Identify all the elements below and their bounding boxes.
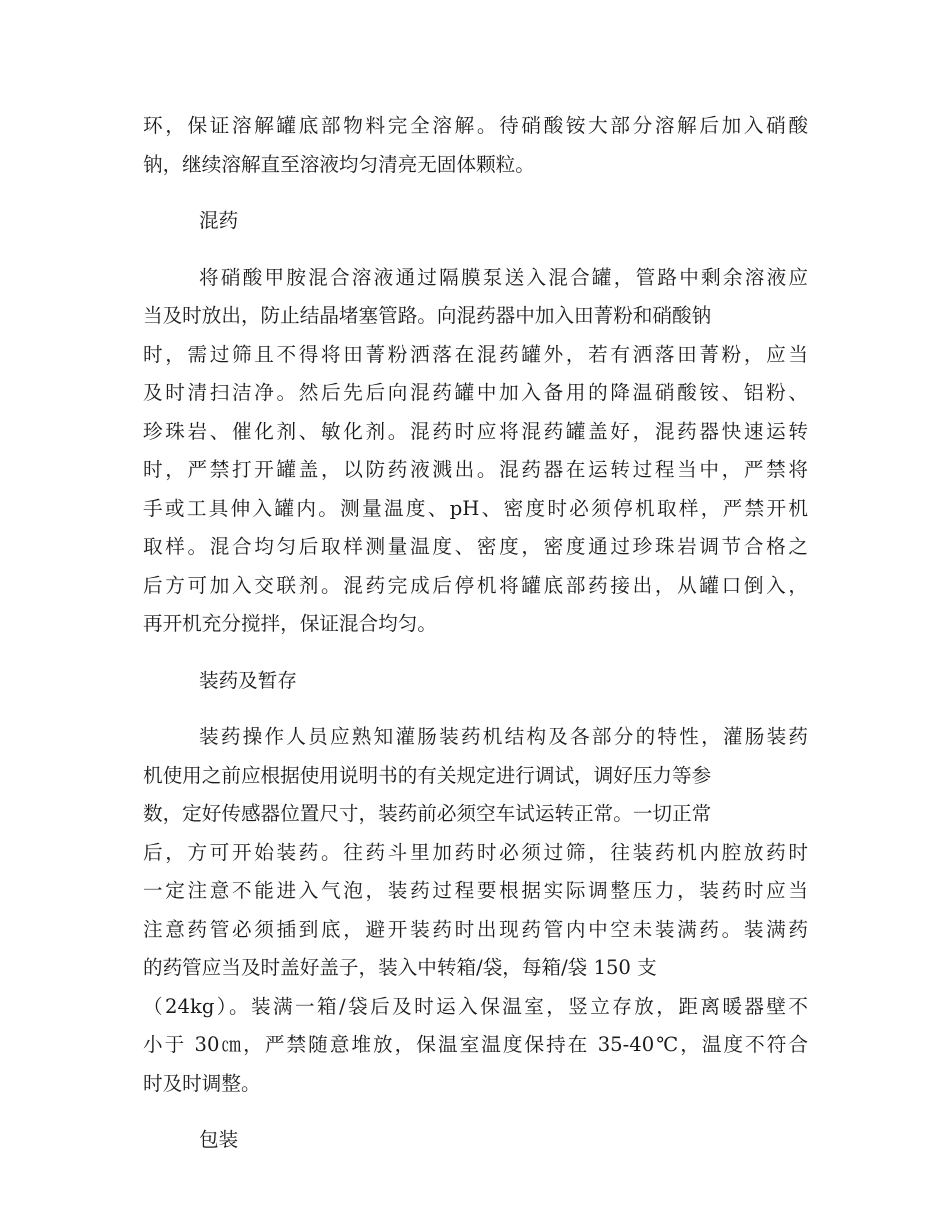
paragraph-mixing	[143, 259, 808, 644]
text-line: 将硝酸甲胺混合溶液通过隔膜泵送入混合罐，管路中剩余溶液应	[199, 265, 808, 289]
text-line: 珍珠岩、催化剂、敏化剂。混药时应将混药罐盖好，混药器快速运转	[143, 419, 808, 443]
text-line: 环，保证溶解罐底部物料完全溶解。待硝酸铵大部分溶解后加入硝酸	[143, 114, 808, 137]
text-line: 时，严禁打开罐盖，以防药液溅出。混药器在运转过程当中，严禁将	[143, 458, 808, 481]
text-line: 时，需过筛且不得将田菁粉洒落在混药罐外，若有洒落田菁粉，应当	[143, 342, 808, 366]
text-line: 装药操作人员应熟知灌肠装药机结构及各部分的特性，灌肠装药	[199, 725, 808, 748]
section-heading-packaging: 包装	[199, 1128, 239, 1151]
text-line: （24kg）。装满一箱/袋后及时运入保温室，竖立存放，距离暖器壁不	[143, 994, 808, 1018]
text-line: 小于 30㎝，严禁随意堆放，保温室温度保持在 35-40℃，温度不符合	[143, 1033, 808, 1056]
text-line: 机使用之前应根据使用说明书的有关规定进行调试，调好压力等参	[143, 763, 712, 787]
text-line: 的药管应当及时盖好盖子，装入中转箱/袋，每箱/袋 150 支	[143, 956, 657, 979]
text-line: 再开机充分搅拌，保证混合均匀。	[143, 612, 437, 635]
text-line: 当及时放出，防止结晶堵塞管路。向混药器中加入田菁粉和硝酸钠	[143, 304, 712, 327]
paragraph-loading-storage	[143, 718, 808, 1103]
paragraph-dissolving-end	[143, 107, 808, 184]
document-page	[143, 107, 808, 1160]
text-line: 后，方可开始装药。往药斗里加药时必须过筛，往装药机内腔放药时	[143, 840, 808, 864]
section-heading-loading-storage: 装药及暂存	[199, 668, 297, 692]
text-line: 一定注意不能进入气泡，装药过程要根据实际调整压力，装药时应当	[143, 879, 808, 902]
text-line: 取样。混合均匀后取样测量温度、密度，密度通过珍珠岩调节合格之	[143, 535, 808, 558]
text-line: 数，定好传感器位置尺寸，装药前必须空车试运转正常。一切正常	[143, 802, 712, 825]
section-heading-mixing: 混药	[199, 209, 239, 232]
text-line: 后方可加入交联剂。混药完成后停机将罐底部药接出，从罐口倒入，	[143, 573, 808, 597]
text-line: 手或工具伸入罐内。测量温度、pH、密度时必须停机取样，严禁开机	[143, 496, 808, 520]
text-line: 钠，继续溶解直至溶液均匀清亮无固体颗粒。	[143, 152, 535, 176]
text-line: 注意药管必须插到底，避开装药时出现药管内中空未装满药。装满药	[143, 917, 808, 941]
text-line: 及时清扫洁净。然后先后向混药罐中加入备用的降温硝酸铵、铝粉、	[143, 381, 808, 404]
text-line: 时及时调整。	[143, 1071, 261, 1095]
